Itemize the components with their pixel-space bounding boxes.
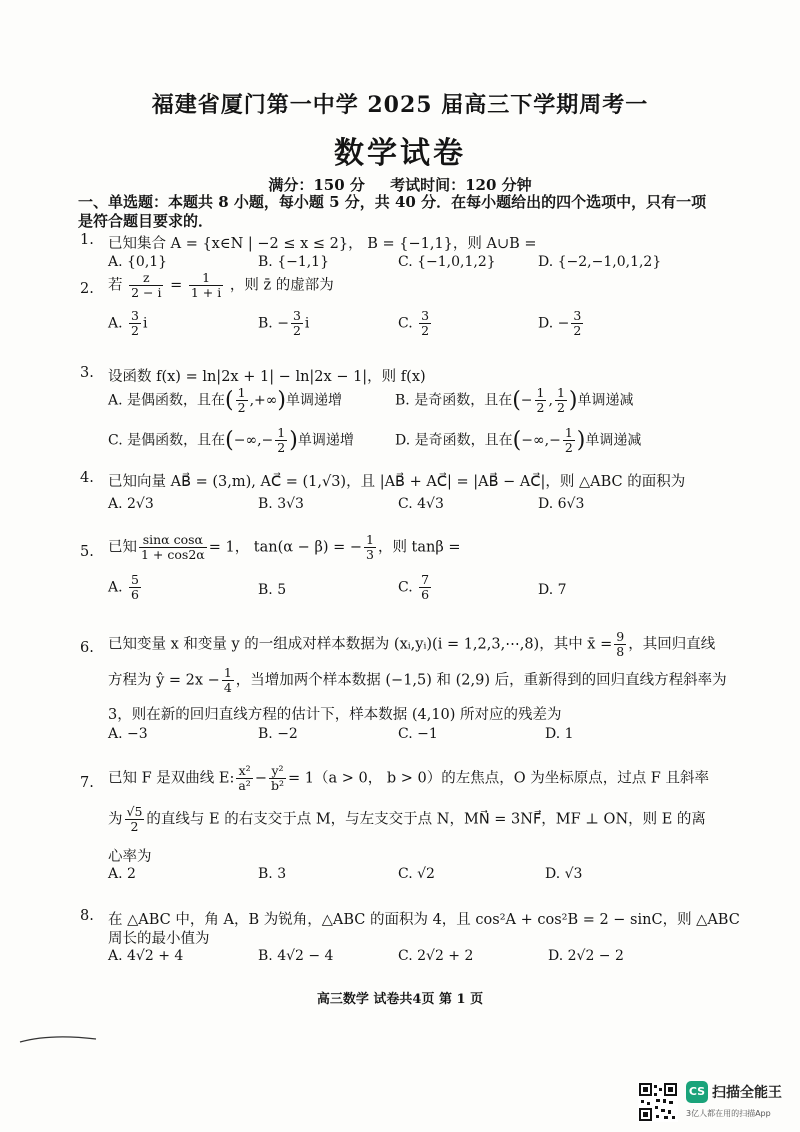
- fraction: $\frac{z}{2 - i}$: [131, 270, 162, 300]
- option-c: C. {−1,0,1,2}: [398, 254, 496, 270]
- exam-time: 考试时间：120 分钟: [390, 176, 532, 194]
- option-a: A. −3: [108, 726, 148, 742]
- option-a: A. {0,1}: [108, 254, 168, 270]
- option-c: C. 2√2 + 2: [398, 948, 474, 964]
- option-c: C. 4√3: [398, 496, 444, 512]
- full-score: 满分：150 分: [268, 176, 365, 194]
- question-line: 已知变量 x 和变量 y 的一组成对样本数据为 (xᵢ,yᵢ)(i = 1,2,3,⋯,8)，其中 x̄ = $\frac{9}{8}$ ，其回归直线: [108, 629, 716, 659]
- option-b: B. 3√3: [258, 496, 304, 512]
- question-line: 为 $\frac{√5}{2}$ 的直线与 E 的右支交于点 M，与左支交于点 N，MN⃗ = 3NF⃗，MF ⊥ ON，则 E 的离: [108, 804, 706, 834]
- option-c: C. $\frac{3}{2}$: [398, 308, 430, 338]
- option-d: D. {−2,−1,0,1,2}: [538, 254, 662, 270]
- option-c: C. √2: [398, 866, 435, 882]
- scanner-app-name: 扫描全能王: [712, 1085, 782, 1101]
- question-stem: 设函数 f(x) = ln|2x + 1| − ln|2x − 1|，则 f(x): [108, 369, 426, 385]
- question-line: 已知 F 是双曲线 E: $\frac{\text{x²}}{\text{a²}}$ − $\frac{\text{y²}}{\text{b²}}$ = 1（a > 0， b > 0）的左焦点，O 为坐标原点，过点 F 且斜率: [108, 763, 709, 793]
- question-line: 心率为: [108, 849, 152, 865]
- school-title: 福建省厦门第一中学 2025 届高三下学期周考一: [151, 92, 649, 118]
- option-b: B. −2: [258, 726, 298, 742]
- question-stem: 已知向量 AB⃗ = (3,m), AC⃗ = (1,√3)，且 |AB⃗ + AC⃗| = |AB⃗ − AC⃗|，则 △ABC 的面积为: [108, 474, 686, 490]
- option-b: B. 是奇函数，且在(− $\frac{1}{2}$ , $\frac{1}{2}$ )单调递减: [395, 385, 634, 415]
- option-d: D. 是奇函数，且在(−∞,− $\frac{1}{2}$ )单调递减: [395, 425, 642, 455]
- page-footer: 高三数学 试卷共4页 第 1 页: [316, 992, 484, 1007]
- scanner-tagline: 3亿人都在用的扫描App: [686, 1109, 771, 1118]
- question-stem: 已知 $\frac{\text{sinα cosα}}{1 + \cos 2\alpha}$ = 1， tan(α − β) = − $\frac{1}{3}$ ，则 tanβ =: [108, 532, 461, 562]
- option-d: D. 7: [538, 582, 567, 598]
- option-b: B. 3: [258, 866, 287, 882]
- question-stem: 若 $\frac{z}{2 - i}$ = $\frac{1}{1 + i}$ ，则 z̄ 的虚部为: [108, 270, 334, 300]
- exam-info: [0, 174, 800, 195]
- question-line: 3，则在新的回归直线方程的估计下，样本数据 (4,10) 所对应的残差为: [108, 707, 562, 723]
- question-line: 方程为 ŷ = 2x − $\frac{1}{4}$ ，当增加两个样本数据 (−1,5) 和 (2,9) 后，重新得到的回归直线方程斜率为: [108, 665, 727, 695]
- question-number: 1.: [80, 232, 94, 248]
- option-d: D. 6√3: [538, 496, 585, 512]
- stem-text: 若: [108, 277, 123, 294]
- qr-code-icon: [638, 1082, 678, 1122]
- pen-stroke-mark: [18, 1034, 98, 1044]
- question-number: 3.: [80, 365, 94, 381]
- stem-text: ，则 z̄ 的虚部为: [229, 277, 334, 294]
- option-b: B. 4√2 − 4: [258, 948, 334, 964]
- option-a: A. $\frac{5}{6}$: [108, 572, 139, 602]
- option-c: C. 是偶函数，且在(−∞,− $\frac{1}{2}$ )单调递增: [108, 425, 354, 455]
- option-d: D. 2√2 − 2: [548, 948, 624, 964]
- question-number: 2.: [80, 281, 94, 297]
- option-a: A. 是偶函数，且在( $\frac{1}{2}$ ,+∞)单调递增: [108, 385, 342, 415]
- fraction: $\frac{1}{1 + i}$: [190, 270, 222, 300]
- paper-title: 数学试卷: [334, 136, 466, 171]
- option-d: D. √3: [545, 866, 583, 882]
- option-d: D. − $\frac{3}{2}$: [538, 308, 582, 338]
- question-stem: 已知集合 A = {x∈N | −2 ≤ x ≤ 2}， B = {−1,1}，则 A∪B =: [108, 236, 537, 252]
- option-b: B. {−1,1}: [258, 254, 329, 270]
- camscanner-logo-icon: CS: [686, 1081, 708, 1103]
- question-number: 6.: [80, 640, 94, 656]
- option-b: B. 5: [258, 582, 287, 598]
- option-c: C. $\frac{7}{6}$: [398, 572, 430, 602]
- question-number: 5.: [80, 544, 94, 560]
- question-number: 4.: [80, 470, 94, 486]
- option-c: C. −1: [398, 726, 438, 742]
- option-a: A. 2√3: [108, 496, 154, 512]
- question-number: 7.: [80, 775, 94, 791]
- option-b: B. − $\frac{3}{2}$ i: [258, 308, 310, 338]
- option-d: D. 1: [545, 726, 574, 742]
- option-a: A. 2: [108, 866, 136, 882]
- question-line: 周长的最小值为: [108, 931, 210, 947]
- option-a: A. $\frac{3}{2}$ i: [108, 308, 148, 338]
- section-instruction: 一、单选题：本题共 8 小题，每小题 5 分，共 40 分．在每小题给出的四个选项中，只有一项是符合题目要求的．: [78, 193, 707, 230]
- question-number: 8.: [80, 908, 94, 924]
- option-a: A. 4√2 + 4: [108, 948, 184, 964]
- question-line: 在 △ABC 中，角 A，B 为锐角，△ABC 的面积为 4，且 cos²A + cos²B = 2 − sinC，则 △ABC: [108, 912, 740, 928]
